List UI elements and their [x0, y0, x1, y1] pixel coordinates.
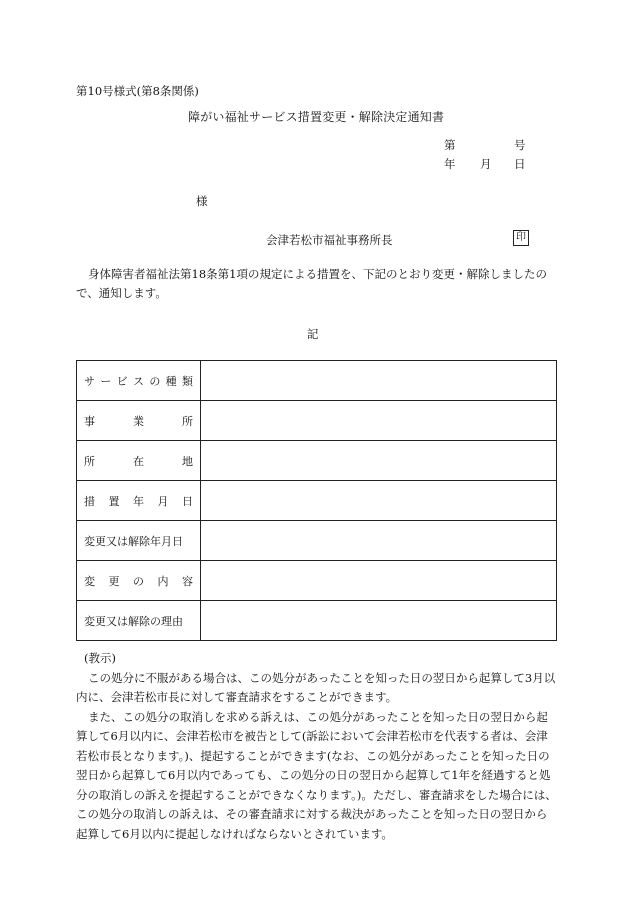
document-number-prefix: 第 — [444, 138, 456, 152]
table-row — [77, 601, 557, 641]
table-row — [77, 561, 557, 601]
row-value-cell[interactable] — [201, 521, 557, 561]
issuer-name: 会津若松市福祉事務所長 — [266, 233, 393, 247]
row-label-cell — [77, 401, 201, 441]
row-label: 所 在 地 — [84, 454, 193, 468]
row-label: 事 業 所 — [84, 414, 193, 428]
row-label: サ ー ビ ス の 種 類 — [84, 374, 193, 388]
page-title: 障がい福祉サービス措置変更・解除決定通知書 — [188, 110, 445, 124]
form-number: 第10号様式(第8条関係) — [76, 84, 199, 98]
notice-section — [76, 649, 558, 844]
row-value-cell[interactable] — [201, 561, 557, 601]
table-row — [77, 361, 557, 401]
table-row — [77, 521, 557, 561]
detail-table — [76, 360, 557, 641]
row-value-cell[interactable] — [201, 361, 557, 401]
addressee-suffix: 様 — [196, 194, 208, 208]
row-label-cell — [77, 481, 201, 521]
document-number-suffix: 号 — [514, 138, 526, 152]
row-value-cell[interactable] — [201, 481, 557, 521]
ki-heading: 記 — [307, 327, 319, 341]
detail-table-body — [77, 361, 557, 641]
table-row — [77, 481, 557, 521]
row-label: 変更又は解除の理由 — [84, 614, 183, 628]
row-label: 措 置 年 月 日 — [84, 494, 193, 508]
date-year-label: 年 — [444, 157, 456, 171]
row-label-cell — [77, 601, 201, 641]
row-value-cell[interactable] — [201, 441, 557, 481]
row-label: 変 更 の 内 容 — [84, 574, 193, 588]
table-row — [77, 441, 557, 481]
row-label-cell — [77, 561, 201, 601]
table-row — [77, 401, 557, 441]
row-value-cell[interactable] — [201, 601, 557, 641]
row-value-cell[interactable] — [201, 401, 557, 441]
row-label-cell — [77, 521, 201, 561]
date-month-label: 月 — [480, 157, 492, 171]
body-paragraph: 身体障害者福祉法第18条第1項の規定による措置を、下記のとおり変更・解除しましたので、通知します。 — [76, 267, 547, 300]
notice-paragraph-2: また、この処分の取消しを求める訴えは、この処分があったことを知った日の翌日から起算して6月以内に、会津若松市を被告として(訴訟において会津若松市を代表する者は、会津若松市長となります。)、提起することができます(なお、この処分があったことを知った日の翌日から起算して6月以内であっても、この処分の日の翌日から起算して1年を経過すると処分の取消しの訴えを提起することができなくなります。)。ただし、審査請求をした場合には、この処分の取消しの訴えは、その審査請求に対する裁決があったことを知った日の翌日から起算して6月以内に提起しなければならないとされています。 — [76, 709, 557, 841]
row-label-cell — [77, 441, 201, 481]
notice-paragraph-1: この処分に不服がある場合は、この処分があったことを知った日の翌日から起算して3月以内に、会津若松市長に対して審査請求をすることができます。 — [76, 670, 556, 704]
seal-mark: 印 — [513, 230, 529, 246]
row-label-cell — [77, 361, 201, 401]
notice-heading: (教示) — [84, 651, 116, 665]
date-day-label: 日 — [514, 157, 526, 171]
row-label: 変更又は解除年月日 — [84, 534, 183, 548]
